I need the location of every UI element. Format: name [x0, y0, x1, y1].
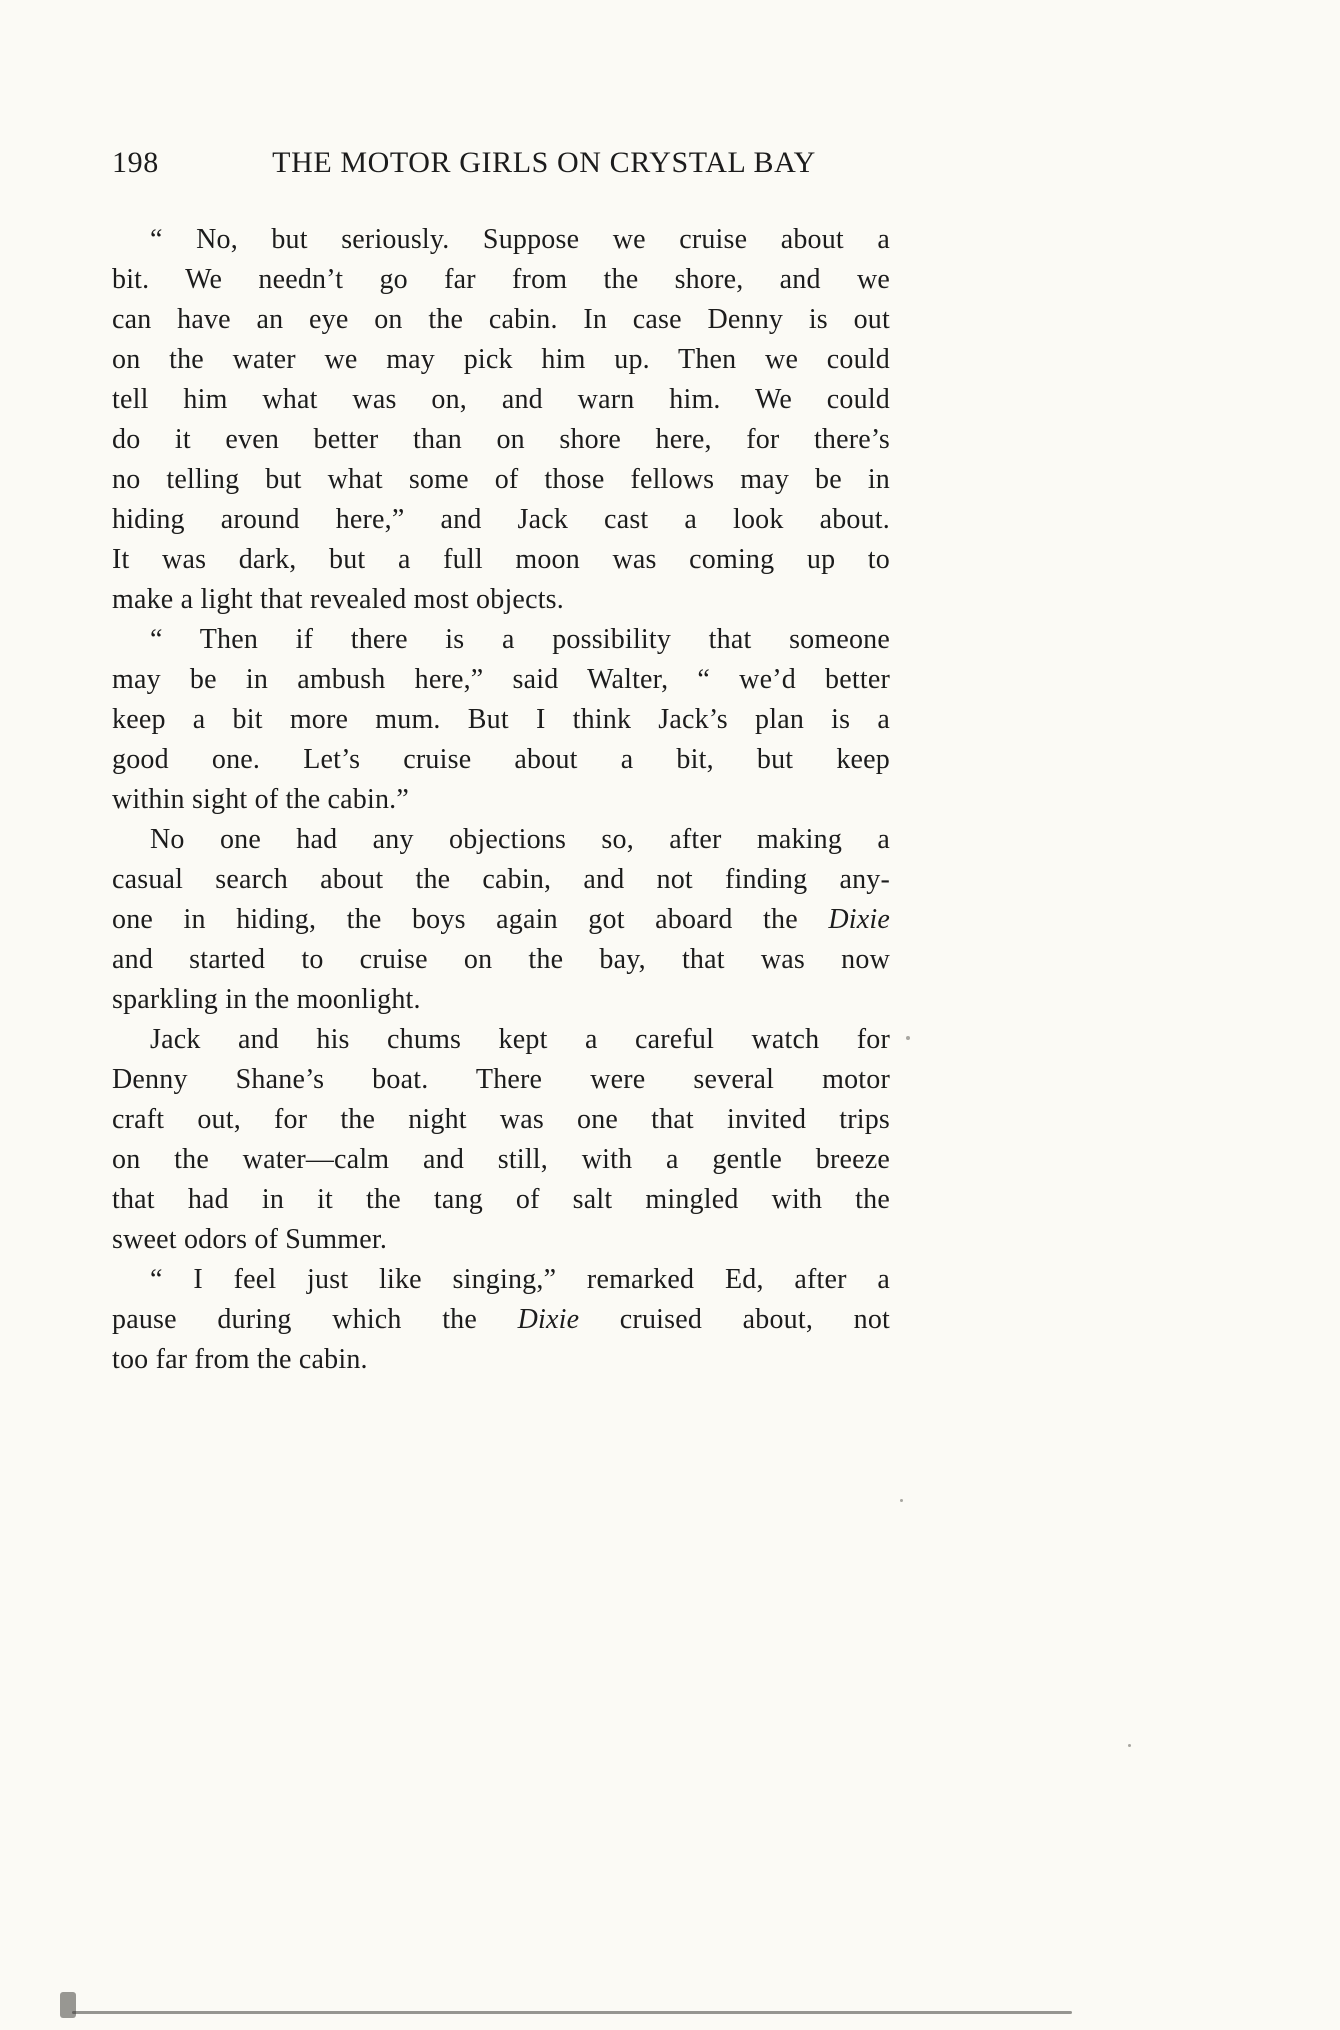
text-line: “ Then if there is a possibility that someone [150, 624, 890, 655]
text-line: too far from the cabin. [112, 1344, 368, 1375]
text-line: hiding around here,” and Jack cast a look about. [112, 504, 890, 535]
running-title: THE MOTOR GIRLS ON CRYSTAL BAY [272, 146, 816, 179]
scan-speck [900, 1499, 903, 1502]
paragraph [112, 220, 890, 620]
text-line: sparkling in the moonlight. [112, 984, 421, 1015]
text-line: no telling but what some of those fellows may be in [112, 464, 890, 495]
text-line: within sight of the cabin.” [112, 784, 410, 815]
italic-text: Dixie [828, 904, 890, 935]
scan-speck [906, 1036, 910, 1040]
page-header [112, 146, 890, 180]
text-line: can have an eye on the cabin. In case Denny is out [112, 304, 890, 335]
page-edge-shadow [72, 2011, 1072, 2014]
text-line: Denny Shane’s boat. There were several motor [112, 1064, 890, 1095]
scan-speck [1128, 1744, 1131, 1747]
text-line: that had in it the tang of salt mingled with the [112, 1184, 890, 1215]
page-body [112, 220, 890, 1380]
paragraph [112, 1260, 890, 1380]
italic-text: Dixie [517, 1304, 580, 1335]
text-line: keep a bit more mum. But I think Jack’s plan is a [112, 704, 890, 735]
text-line: good one. Let’s cruise about a bit, but keep [112, 744, 890, 775]
text-line: pause during which the Dixie cruised about, not [112, 1304, 890, 1335]
text-line: on the water we may pick him up. Then we could [112, 344, 890, 375]
page-number: 198 [112, 146, 159, 179]
text-line: “ No, but seriously. Suppose we cruise about a [150, 224, 890, 255]
paragraph [112, 820, 890, 1020]
text-line: It was dark, but a full moon was coming up to [112, 544, 890, 575]
text-line: on the water—calm and still, with a gentle breeze [112, 1144, 890, 1175]
text-line: sweet odors of Summer. [112, 1224, 388, 1255]
text-line: craft out, for the night was one that invited trips [112, 1104, 890, 1135]
text-line: do it even better than on shore here, for there’s [112, 424, 890, 455]
text-line: may be in ambush here,” said Walter, “ we’d better [112, 664, 890, 695]
text-line: Jack and his chums kept a careful watch for [150, 1024, 890, 1055]
text-line: “ I feel just like singing,” remarked Ed, after a [150, 1264, 890, 1295]
text-line: tell him what was on, and warn him. We could [112, 384, 890, 415]
text-line: casual search about the cabin, and not finding any- [112, 864, 890, 895]
text-line: make a light that revealed most objects. [112, 584, 564, 615]
paragraph [112, 620, 890, 820]
text-line: one in hiding, the boys again got aboard the Dixie [112, 904, 890, 935]
paragraph [112, 1020, 890, 1260]
text-line: and started to cruise on the bay, that was now [112, 944, 890, 975]
text-line: bit. We needn’t go far from the shore, and we [112, 264, 890, 295]
text-line: No one had any objections so, after making a [150, 824, 890, 855]
page-corner-shadow [60, 1992, 76, 2018]
